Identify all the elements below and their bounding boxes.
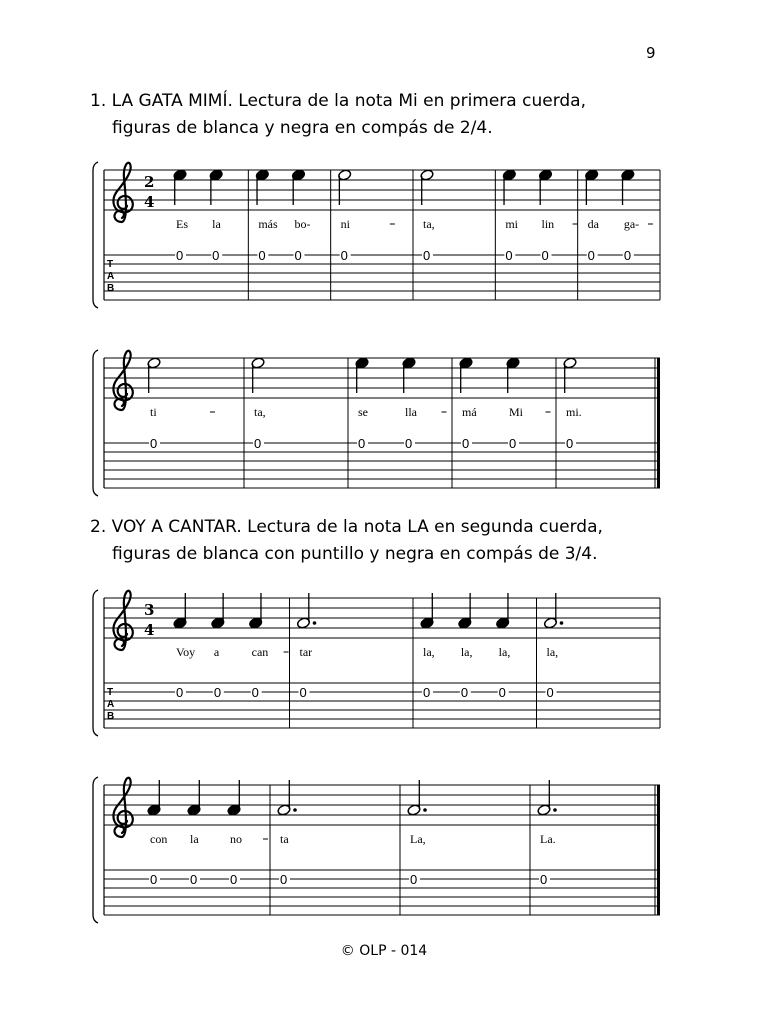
exercise-1-heading [90,88,586,142]
lyric-syllable: ta, [423,217,435,231]
exercise-2-system-2 [90,765,668,925]
lyric-syllable: bo- [294,217,311,231]
lyric-syllable: la [212,217,221,231]
tab-label-a: A [107,271,115,282]
lyric-syllable: má [462,405,477,419]
lyric-syllable: La. [540,832,556,846]
exercise-1-heading-line1: 1. LA GATA MIMÍ. Lectura de la nota Mi en primera cuerda, [90,91,587,111]
lyric-syllable: mi. [566,405,582,419]
tab-fret-number: 0 [423,685,431,700]
lyric-syllable: la [190,832,199,846]
time-signature-bottom: 4 [144,193,155,211]
treble-clef-icon [113,351,132,410]
tab-fret-number: 0 [258,248,266,263]
tab-fret-number: 0 [299,685,307,700]
exercise-2-heading-line1: 2. VOY A CANTAR. Lectura de la nota LA en segunda cuerda, [90,517,603,537]
lyric-syllable: La, [410,832,426,846]
lyric-syllable: con [150,832,168,846]
lyric-syllable: ta, [254,405,266,419]
tab-fret-number: 0 [546,685,554,700]
treble-clef-path [113,163,132,222]
lyric-syllable: Es [176,217,188,231]
tab-label-t: T [107,687,114,698]
tab-fret-number: 0 [462,436,470,451]
score-system [90,338,668,498]
exercise-2-heading [90,514,603,568]
lyric-syllable: ga- [623,217,640,231]
lyric-syllable: a [213,645,220,659]
lyric-syllable: la, [498,645,511,659]
tab-fret-number: 0 [230,872,238,887]
tab-fret-number: 0 [150,436,158,451]
treble-clef-path [113,351,132,410]
augmentation-dot [293,808,297,812]
tab-fret-number: 0 [190,872,198,887]
tab-fret-number: 0 [340,248,348,263]
treble-clef-path [113,591,132,650]
tab-fret-number: 0 [294,248,302,263]
tab-fret-number: 0 [150,872,158,887]
lyric-syllable: ti [150,405,157,419]
treble-clef-icon [113,591,132,650]
lyric-syllable: ni [340,217,351,231]
tab-label-b: B [107,711,115,722]
lyric-syllable: ta [280,832,289,846]
lyric-syllable: Mi [509,405,524,419]
tab-fret-number: 0 [176,685,184,700]
time-signature-top: 3 [144,601,155,619]
exercise-1-heading-line2: figuras de blanca y negra en compás de 2/4. [112,118,493,138]
tab-fret-number: 0 [212,248,220,263]
score-system [90,765,668,925]
lyric-syllable: no [230,832,242,846]
tab-fret-number: 0 [405,436,413,451]
exercise-2-system-1 [90,578,668,738]
tab-fret-number: 0 [623,248,632,263]
treble-clef-icon [113,163,132,222]
lyric-syllable: can [251,645,269,659]
treble-clef-path [113,778,132,837]
augmentation-dot [553,808,557,812]
augmentation-dot [560,621,564,625]
exercise-1-system-1 [90,150,668,310]
score-system [90,150,668,310]
tab-fret-number: 0 [587,248,595,263]
tab-fret-number: 0 [251,685,259,700]
lyric-syllable: más [258,217,278,231]
augmentation-dot [313,621,317,625]
tab-fret-number: 0 [566,436,574,451]
lyric-syllable: lin [541,217,555,231]
tab-fret-number: 0 [498,685,506,700]
tab-label-a: A [107,699,115,710]
tab-fret-number: 0 [213,685,222,700]
lyric-syllable: Voy [176,645,196,659]
lyric-syllable: la, [546,645,559,659]
lyric-syllable: la, [423,645,435,659]
lyric-syllable: tar [299,645,313,659]
time-signature-bottom: 4 [144,621,155,639]
copyright-footer: © OLP - 014 [340,943,428,959]
system-bracket [93,590,98,736]
exercise-2-heading-line2: figuras de blanca con puntillo y negra en compás de 3/4. [112,544,598,564]
tab-fret-number: 0 [358,436,366,451]
system-bracket [93,350,98,496]
tab-label-b: B [107,283,115,294]
score-system [90,578,668,738]
tab-fret-number: 0 [540,872,548,887]
system-bracket [93,777,98,923]
tab-label-t: T [107,259,114,270]
tab-fret-number: 0 [509,436,517,451]
system-bracket [93,162,98,308]
exercise-1-system-2 [90,338,668,498]
lyric-syllable: lla [405,405,417,419]
page-number: 9 [646,44,656,62]
lyric-syllable: la, [460,645,473,659]
lyric-syllable: se [358,405,368,419]
augmentation-dot [423,808,427,812]
lyric-syllable: da [587,217,599,231]
tab-fret-number: 0 [410,872,418,887]
lyric-syllable: mi [505,217,519,231]
tab-fret-number: 0 [423,248,431,263]
time-signature-top: 2 [144,173,155,191]
tab-fret-number: 0 [254,436,262,451]
tab-fret-number: 0 [505,248,513,263]
tab-fret-number: 0 [176,248,184,263]
tab-fret-number: 0 [541,248,549,263]
tab-fret-number: 0 [280,872,288,887]
treble-clef-icon [113,778,132,837]
tab-fret-number: 0 [460,685,469,700]
